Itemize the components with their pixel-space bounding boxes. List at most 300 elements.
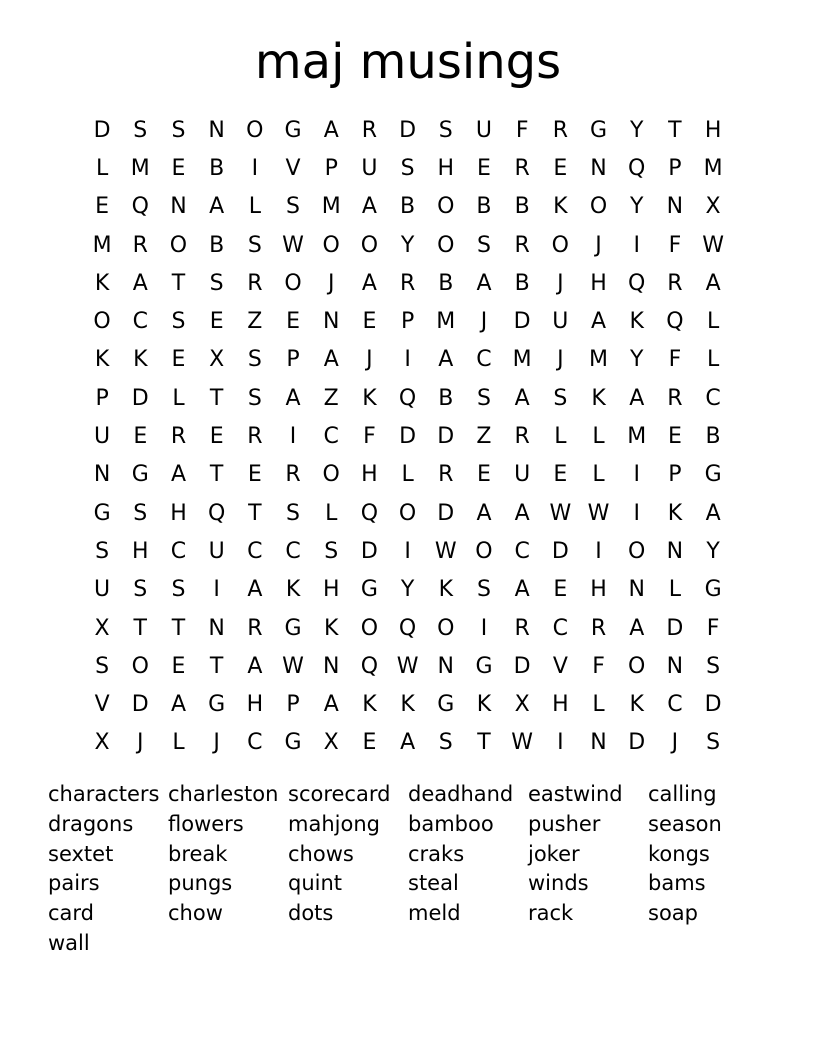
grid-letter: K bbox=[400, 692, 415, 718]
grid-letter: V bbox=[285, 155, 301, 181]
grid-letter: M bbox=[703, 155, 723, 181]
grid-letter: O bbox=[475, 538, 493, 564]
grid-letter: A bbox=[514, 500, 530, 526]
grid-letter: Z bbox=[323, 385, 339, 411]
grid-letter: K bbox=[362, 692, 377, 718]
word-list-item: winds bbox=[528, 871, 589, 896]
grid-letter: O bbox=[360, 232, 379, 258]
grid-letter: L bbox=[592, 424, 605, 450]
grid-letter: L bbox=[172, 385, 185, 411]
grid-letter: I bbox=[404, 538, 411, 564]
grid-letter: O bbox=[169, 232, 188, 258]
grid-letter: Q bbox=[628, 270, 646, 296]
grid-letter: D bbox=[704, 692, 722, 718]
grid-letter: O bbox=[93, 309, 111, 335]
grid-letter: A bbox=[247, 653, 263, 679]
grid-letter: Q bbox=[360, 653, 379, 679]
word-list-item: joker bbox=[528, 841, 580, 866]
grid-letter: R bbox=[399, 270, 416, 296]
grid-letter: A bbox=[514, 577, 530, 603]
grid-letter: K bbox=[94, 347, 110, 373]
grid-letter: R bbox=[514, 232, 530, 258]
grid-letter: T bbox=[209, 385, 224, 411]
grid-letter: M bbox=[92, 232, 112, 258]
grid-letter: A bbox=[438, 347, 454, 373]
grid-letter: O bbox=[131, 653, 149, 679]
grid-letter: P bbox=[668, 462, 682, 488]
grid-letter: T bbox=[171, 615, 186, 641]
grid-letter: E bbox=[477, 462, 491, 488]
grid-letter: I bbox=[633, 462, 640, 488]
grid-letter: R bbox=[590, 615, 607, 641]
grid-letter: D bbox=[131, 692, 149, 718]
grid-letter: E bbox=[209, 309, 224, 335]
grid-letter: J bbox=[327, 270, 335, 296]
grid-letter: W bbox=[434, 538, 457, 564]
grid-letter: C bbox=[132, 309, 148, 335]
grid-letter: Y bbox=[400, 232, 415, 258]
grid-letter: S bbox=[247, 347, 262, 373]
grid-letter: U bbox=[361, 155, 378, 181]
word-list-item: calling bbox=[648, 782, 717, 806]
grid-letter: S bbox=[706, 653, 721, 679]
word-list-item: bams bbox=[648, 871, 706, 896]
grid-letter: T bbox=[209, 462, 224, 488]
grid-letter: C bbox=[285, 538, 301, 564]
grid-letter: F bbox=[668, 347, 682, 373]
word-list-item: bamboo bbox=[408, 811, 494, 836]
grid-letter: O bbox=[628, 653, 646, 679]
grid-letter: B bbox=[476, 194, 492, 220]
grid-letter: V bbox=[552, 653, 568, 679]
grid-letter: B bbox=[438, 385, 454, 411]
grid-letter: N bbox=[322, 309, 340, 335]
grid-letter: E bbox=[362, 309, 377, 335]
grid-letter: I bbox=[557, 730, 564, 756]
grid-letter: E bbox=[95, 194, 110, 220]
grid-letter: L bbox=[706, 309, 720, 335]
grid-letter: A bbox=[705, 500, 721, 526]
grid-letter: N bbox=[170, 194, 187, 220]
grid-letter: D bbox=[399, 424, 417, 450]
grid-letter: F bbox=[515, 117, 529, 143]
grid-letter: U bbox=[552, 309, 569, 335]
grid-letter: S bbox=[95, 653, 110, 679]
grid-letter: D bbox=[513, 309, 531, 335]
grid-letter: G bbox=[360, 577, 378, 603]
grid-letter: Y bbox=[629, 117, 644, 143]
word-list-item: dragons bbox=[48, 811, 134, 836]
grid-letter: R bbox=[247, 270, 263, 296]
grid-letter: L bbox=[668, 577, 682, 603]
grid-letter: Y bbox=[629, 194, 644, 220]
grid-letter: H bbox=[132, 538, 149, 564]
grid-letter: S bbox=[400, 155, 415, 181]
word-list-item: mahjong bbox=[288, 811, 380, 836]
grid-letter: B bbox=[514, 270, 530, 296]
grid-letter: V bbox=[94, 692, 110, 718]
grid-letter: D bbox=[399, 117, 417, 143]
grid-letter: H bbox=[590, 270, 607, 296]
word-list-item: eastwind bbox=[528, 782, 623, 806]
grid-letter: S bbox=[706, 730, 721, 756]
grid-letter: S bbox=[95, 538, 110, 564]
word-list-item: break bbox=[168, 841, 228, 866]
grid-letter: E bbox=[362, 730, 377, 756]
grid-letter: S bbox=[438, 117, 453, 143]
grid-letter: S bbox=[438, 730, 453, 756]
grid-letter: D bbox=[437, 424, 455, 450]
grid-letter: E bbox=[553, 462, 568, 488]
grid-letter: Q bbox=[360, 500, 379, 526]
grid-letter: D bbox=[437, 500, 455, 526]
grid-letter: R bbox=[667, 385, 683, 411]
grid-letter: D bbox=[513, 653, 531, 679]
grid-letter: K bbox=[324, 615, 339, 641]
grid-letter: Y bbox=[629, 347, 644, 373]
grid-letter: M bbox=[589, 347, 609, 373]
grid-letter: B bbox=[705, 424, 721, 450]
grid-letter: R bbox=[552, 117, 568, 143]
grid-letter: R bbox=[247, 424, 263, 450]
grid-letter: F bbox=[592, 653, 605, 679]
word-list-item: steal bbox=[408, 871, 459, 896]
grid-letter: B bbox=[209, 155, 225, 181]
grid-letter: A bbox=[323, 347, 339, 373]
grid-letter: K bbox=[629, 692, 644, 718]
grid-letter: A bbox=[705, 270, 721, 296]
grid-letter: T bbox=[133, 615, 147, 641]
grid-letter: G bbox=[590, 117, 608, 143]
grid-letter: L bbox=[248, 194, 261, 220]
grid-letter: K bbox=[438, 577, 453, 603]
grid-letter: P bbox=[324, 155, 338, 181]
grid-letter: O bbox=[437, 232, 455, 258]
grid-letter: D bbox=[360, 538, 378, 564]
grid-letter: U bbox=[94, 424, 111, 450]
grid-letter: S bbox=[133, 577, 148, 603]
grid-letter: G bbox=[704, 577, 722, 603]
word-list-item: card bbox=[48, 901, 95, 926]
word-list-item: soap bbox=[648, 901, 698, 926]
grid-letter: P bbox=[668, 155, 682, 181]
grid-letter: M bbox=[627, 424, 647, 450]
grid-letter: A bbox=[514, 385, 530, 411]
grid-letter: E bbox=[667, 424, 682, 450]
grid-letter: T bbox=[477, 730, 491, 756]
grid-letter: N bbox=[628, 577, 645, 603]
grid-letter: K bbox=[362, 385, 377, 411]
grid-letter: A bbox=[170, 692, 186, 718]
word-list-item: dots bbox=[288, 901, 334, 926]
grid-letter: R bbox=[132, 232, 148, 258]
grid-letter: M bbox=[512, 347, 532, 373]
grid-letter: B bbox=[400, 194, 416, 220]
grid-letter: H bbox=[170, 500, 187, 526]
word-list-item: pungs bbox=[168, 871, 233, 896]
grid-letter: J bbox=[366, 347, 373, 373]
grid-letter: N bbox=[93, 462, 111, 488]
grid-letter: O bbox=[398, 500, 417, 526]
grid-letter: S bbox=[247, 385, 262, 411]
grid-letter: J bbox=[137, 730, 144, 756]
grid-letter: H bbox=[704, 117, 722, 143]
grid-letter: X bbox=[94, 730, 110, 756]
grid-letter: Q bbox=[666, 309, 684, 335]
grid-letter: G bbox=[284, 730, 302, 756]
grid-letter: W bbox=[511, 730, 534, 756]
grid-letter: O bbox=[322, 232, 340, 258]
word-list-item: sextet bbox=[48, 841, 114, 866]
grid-letter: E bbox=[247, 462, 262, 488]
grid-letter: Q bbox=[398, 615, 417, 641]
word-list-item: season bbox=[648, 811, 722, 836]
grid-letter: D bbox=[131, 385, 149, 411]
grid-letter: L bbox=[401, 462, 414, 488]
grid-letter: O bbox=[628, 538, 646, 564]
grid-letter: O bbox=[322, 462, 340, 488]
grid-letter: D bbox=[666, 615, 684, 641]
grid-letter: R bbox=[285, 462, 301, 488]
grid-letter: M bbox=[130, 155, 150, 181]
grid-letter: C bbox=[170, 538, 187, 564]
grid-letter: X bbox=[514, 692, 530, 718]
grid-letter: J bbox=[595, 232, 602, 258]
grid-letter: I bbox=[480, 615, 488, 641]
grid-letter: K bbox=[553, 194, 568, 220]
grid-letter: N bbox=[590, 730, 607, 756]
grid-letter: S bbox=[553, 385, 568, 411]
grid-letter: X bbox=[323, 730, 339, 756]
word-list-item: kongs bbox=[648, 841, 710, 866]
grid-letter: R bbox=[514, 155, 530, 181]
grid-letter: R bbox=[514, 424, 530, 450]
grid-letter: W bbox=[702, 232, 724, 258]
grid-letter: S bbox=[171, 309, 186, 335]
grid-letter: E bbox=[477, 155, 491, 181]
grid-letter: G bbox=[284, 615, 302, 641]
grid-letter: A bbox=[629, 615, 645, 641]
grid-letter: U bbox=[94, 577, 111, 603]
grid-letter: I bbox=[289, 424, 297, 450]
grid-letter: L bbox=[706, 347, 720, 373]
grid-letter: C bbox=[705, 385, 721, 411]
grid-letter: E bbox=[171, 653, 186, 679]
grid-letter: S bbox=[476, 385, 491, 411]
grid-letter: N bbox=[666, 538, 684, 564]
grid-letter: D bbox=[93, 117, 111, 143]
grid-letter: A bbox=[132, 270, 148, 296]
grid-letter: K bbox=[629, 309, 644, 335]
grid-letter: Y bbox=[400, 577, 415, 603]
grid-letter: U bbox=[475, 117, 493, 143]
grid-letter: U bbox=[208, 538, 225, 564]
grid-letter: S bbox=[286, 500, 301, 526]
grid-letter: P bbox=[400, 309, 415, 335]
grid-letter: O bbox=[551, 232, 569, 258]
grid-letter: U bbox=[514, 462, 531, 488]
grid-letter: S bbox=[171, 577, 186, 603]
word-list-item: flowers bbox=[168, 811, 244, 836]
grid-letter: S bbox=[171, 117, 186, 143]
word-list-item: quint bbox=[288, 871, 343, 896]
grid-letter: R bbox=[170, 424, 187, 450]
grid-letter: S bbox=[286, 194, 301, 220]
grid-letter: K bbox=[667, 500, 683, 526]
grid-letter: H bbox=[552, 692, 569, 718]
grid-letter: K bbox=[285, 577, 301, 603]
word-list-item: charleston bbox=[168, 782, 279, 806]
grid-letter: X bbox=[94, 615, 110, 641]
grid-letter: R bbox=[361, 117, 378, 143]
word-list-item: pairs bbox=[48, 871, 100, 896]
grid-letter: K bbox=[476, 692, 492, 718]
grid-letter: A bbox=[285, 385, 301, 411]
grid-letter: L bbox=[325, 500, 338, 526]
grid-letter: Q bbox=[398, 385, 417, 411]
grid-letter: F bbox=[706, 615, 720, 641]
grid-letter: A bbox=[629, 385, 645, 411]
grid-letter: W bbox=[549, 500, 572, 526]
word-list-item: chows bbox=[288, 841, 354, 866]
word-list-item: craks bbox=[408, 841, 465, 866]
grid-letter: G bbox=[437, 692, 455, 718]
grid-letter: L bbox=[592, 462, 605, 488]
grid-letter: A bbox=[170, 462, 186, 488]
letter-grid bbox=[83, 111, 732, 762]
word-list-item: meld bbox=[408, 901, 461, 926]
grid-letter: O bbox=[437, 615, 455, 641]
grid-letter: G bbox=[284, 117, 302, 143]
grid-letter: O bbox=[437, 194, 455, 220]
grid-letter: H bbox=[361, 462, 378, 488]
grid-letter: C bbox=[247, 730, 263, 756]
word-list-item: pusher bbox=[528, 811, 601, 836]
grid-letter: E bbox=[133, 424, 148, 450]
grid-letter: O bbox=[246, 117, 264, 143]
grid-letter: B bbox=[438, 270, 454, 296]
grid-letter: C bbox=[247, 538, 263, 564]
grid-letter: A bbox=[209, 194, 225, 220]
grid-letter: Z bbox=[476, 424, 492, 450]
page-title: maj musings bbox=[254, 34, 562, 90]
grid-letter: E bbox=[171, 155, 186, 181]
grid-letter: K bbox=[591, 385, 606, 411]
grid-letter: S bbox=[133, 117, 148, 143]
grid-letter: C bbox=[552, 615, 569, 641]
grid-letter: D bbox=[551, 538, 569, 564]
grid-letter: I bbox=[633, 500, 640, 526]
grid-letter: N bbox=[208, 117, 225, 143]
grid-letter: R bbox=[514, 615, 530, 641]
grid-letter: A bbox=[400, 730, 416, 756]
grid-letter: G bbox=[475, 653, 493, 679]
grid-letter: K bbox=[133, 347, 148, 373]
grid-letter: E bbox=[209, 424, 224, 450]
grid-letter: I bbox=[404, 347, 411, 373]
grid-letter: M bbox=[321, 194, 341, 220]
grid-letter: B bbox=[209, 232, 225, 258]
grid-letter: N bbox=[208, 615, 225, 641]
word-list-item: chow bbox=[168, 901, 223, 926]
grid-letter: T bbox=[668, 117, 682, 143]
grid-letter: C bbox=[514, 538, 530, 564]
grid-letter: N bbox=[437, 653, 455, 679]
grid-letter: L bbox=[592, 692, 605, 718]
grid-letter: L bbox=[554, 424, 567, 450]
grid-letter: W bbox=[282, 232, 304, 258]
grid-letter: N bbox=[666, 653, 684, 679]
grid-letter: K bbox=[94, 270, 110, 296]
grid-letter: S bbox=[133, 500, 148, 526]
grid-letter: L bbox=[95, 155, 109, 181]
grid-letter: L bbox=[172, 730, 185, 756]
word-list-item: deadhand bbox=[408, 782, 514, 806]
grid-letter: Q bbox=[207, 500, 226, 526]
grid-letter: S bbox=[324, 538, 339, 564]
grid-letter: S bbox=[476, 577, 491, 603]
grid-letter: G bbox=[208, 692, 226, 718]
grid-letter: J bbox=[213, 730, 220, 756]
word-list bbox=[48, 780, 768, 959]
grid-letter: A bbox=[591, 309, 607, 335]
word-list-item: characters bbox=[48, 782, 160, 806]
grid-letter: D bbox=[628, 730, 646, 756]
grid-letter: J bbox=[557, 347, 564, 373]
grid-letter: G bbox=[704, 462, 722, 488]
grid-letter: C bbox=[323, 424, 339, 450]
grid-letter: S bbox=[476, 232, 491, 258]
grid-letter: H bbox=[590, 577, 607, 603]
grid-letter: Z bbox=[247, 309, 263, 335]
grid-letter: P bbox=[286, 347, 300, 373]
grid-letter: A bbox=[476, 270, 492, 296]
grid-letter: J bbox=[671, 730, 679, 756]
grid-letter: X bbox=[705, 194, 721, 220]
grid-letter: Q bbox=[628, 155, 646, 181]
grid-letter: J bbox=[557, 270, 564, 296]
grid-letter: W bbox=[396, 653, 419, 679]
grid-letter: O bbox=[284, 270, 302, 296]
grid-letter: G bbox=[93, 500, 111, 526]
grid-letter: T bbox=[248, 500, 262, 526]
grid-letter: T bbox=[171, 270, 186, 296]
grid-letter: I bbox=[213, 577, 220, 603]
grid-letter: A bbox=[361, 194, 377, 220]
grid-letter: C bbox=[476, 347, 492, 373]
grid-letter: S bbox=[247, 232, 262, 258]
grid-letter: N bbox=[590, 155, 607, 181]
grid-letter: S bbox=[209, 270, 224, 296]
grid-letter: R bbox=[247, 615, 263, 641]
grid-letter: F bbox=[668, 232, 682, 258]
grid-letter: X bbox=[209, 347, 225, 373]
grid-letter: Y bbox=[706, 538, 720, 564]
word-list-item: wall bbox=[48, 930, 90, 955]
grid-letter: A bbox=[323, 692, 339, 718]
grid-letter: O bbox=[360, 615, 379, 641]
grid-letter: R bbox=[667, 270, 683, 296]
grid-letter: O bbox=[589, 194, 608, 220]
grid-letter: A bbox=[361, 270, 377, 296]
grid-letter: I bbox=[251, 155, 259, 181]
grid-letter: N bbox=[322, 653, 340, 679]
grid-letter: Q bbox=[131, 194, 149, 220]
grid-letter: H bbox=[246, 692, 264, 718]
grid-letter: A bbox=[247, 577, 263, 603]
grid-letter: P bbox=[95, 385, 109, 411]
grid-letter: F bbox=[363, 424, 376, 450]
